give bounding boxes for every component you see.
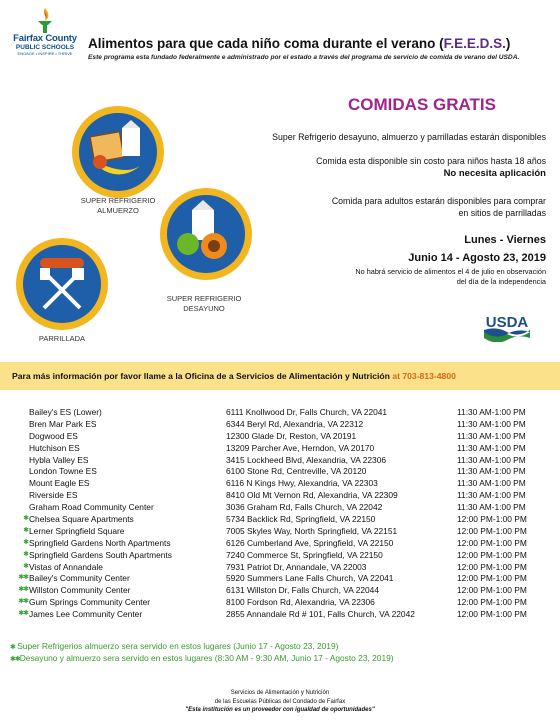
holiday-note-1: No habrá servicio de alimentos el 4 de julio en observación xyxy=(355,267,546,276)
site-time: 12:00 PM-1:00 PM xyxy=(457,514,527,525)
site-name: Hybla Valley ES xyxy=(29,454,89,465)
site-address: 3036 Graham Rd, Falls Church, VA 22042 xyxy=(226,502,383,513)
table-row xyxy=(0,478,560,490)
table-row xyxy=(0,443,560,455)
site-name: Bren Mar Park ES xyxy=(29,418,97,429)
table-row xyxy=(0,502,560,514)
site-time: 12:00 PM-1:00 PM xyxy=(457,537,527,548)
site-address: 5734 Backlick Rd, Springfield, VA 22150 xyxy=(226,514,376,525)
site-name: Hutchison ES xyxy=(29,442,80,453)
site-name: Chelsea Square Apartments xyxy=(29,514,134,525)
promo-line-1: Super Refrigerio desayuno, almuerzo y parrilladas estarán disponibles xyxy=(272,132,546,142)
site-time: 12:00 PM-1:00 PM xyxy=(457,597,527,608)
site-time: 12:00 PM-1:00 PM xyxy=(457,525,527,536)
site-name: Mount Eagle ES xyxy=(29,478,90,489)
site-time: 11:30 AM-1:00 PM xyxy=(457,430,526,441)
table-row xyxy=(0,407,560,419)
promo-line-2: Comida esta disponible sin costo para niños hasta 18 años xyxy=(316,156,546,166)
site-name: Lerner Springfield Square xyxy=(29,525,125,536)
single-star-icon: ✱ xyxy=(10,644,15,651)
site-address: 7005 Skyles Way, North Springfield, VA 22151 xyxy=(226,525,398,536)
sites-table xyxy=(0,407,560,621)
site-name: Bailey's ES (Lower) xyxy=(29,407,102,417)
footer-line-3: "Esta institución es un proveedor con igualdad de oportunidades" xyxy=(185,707,375,713)
site-address: 6111 Knollwood Dr, Falls Church, VA 22041 xyxy=(226,407,388,417)
site-address: 8100 Fordson Rd, Alexandria, VA 22306 xyxy=(226,597,375,608)
row-mark-icon: ✱✱ xyxy=(18,598,28,606)
service-days: Lunes - Viernes xyxy=(464,234,546,246)
row-mark-icon: ✱ xyxy=(23,538,28,546)
breakfast-label-line2: DESAYUNO xyxy=(183,304,225,313)
breakfast-note xyxy=(10,653,394,663)
table-row xyxy=(0,455,560,467)
site-address: 12300 Glade Dr, Reston, VA 20191 xyxy=(226,430,357,441)
site-time: 11:30 AM-1:00 PM xyxy=(457,490,526,501)
table-row xyxy=(0,514,560,526)
page-subtitle: Este programa esta fundado federalmente e administrado por el estado a través del programa de servicio de comida de verano del USDA. xyxy=(88,54,520,61)
table-row xyxy=(0,597,560,609)
table-row xyxy=(0,526,560,538)
row-mark-icon: ✱✱ xyxy=(18,586,28,594)
banner-at: at xyxy=(392,371,403,381)
grill-label: PARRILLADA xyxy=(38,334,86,343)
site-address: 6100 Stone Rd, Centreville, VA 20120 xyxy=(226,466,367,477)
site-time: 12:00 PM-1:00 PM xyxy=(457,573,527,584)
row-mark-icon: ✱ xyxy=(23,526,28,534)
table-row xyxy=(0,490,560,502)
site-time: 11:30 AM-1:00 PM xyxy=(457,466,526,477)
site-time: 12:00 PM-1:00 PM xyxy=(457,609,527,620)
table-row xyxy=(0,419,560,431)
table-row xyxy=(0,550,560,562)
table-row xyxy=(0,609,560,621)
breakfast-note-text: Desayuno y almuerzo sera servido en estos lugares (8:30 AM - 9:30 AM, Junio 17 - Agosto 23, 2019) xyxy=(19,653,394,663)
site-name: James Lee Community Center xyxy=(29,609,143,620)
site-name: Graham Road Community Center xyxy=(29,502,154,513)
row-mark-icon: ✱✱ xyxy=(18,574,28,582)
site-time: 11:30 AM-1:00 PM xyxy=(457,418,526,429)
lunch-label-line2: ALMUERZO xyxy=(97,206,139,215)
site-name: Vistas of Annandale xyxy=(29,561,103,572)
site-name: Gum Springs Community Center xyxy=(29,597,151,608)
site-address: 6126 Cumberland Ave, Springfield, VA 22150 xyxy=(226,537,394,548)
lunch-label xyxy=(58,196,178,216)
double-star-icon: ✱✱ xyxy=(10,656,20,663)
site-address: 3415 Lockheed Blvd, Alexandria, VA 22306 xyxy=(226,454,387,465)
site-address: 8410 Old Mt Vernon Rd, Alexandria, VA 22309 xyxy=(226,490,398,501)
fcps-logo xyxy=(6,6,84,66)
lunch-label-line1: SUPER REFRIGERIO xyxy=(80,196,156,205)
grill-circle-icon xyxy=(14,236,110,332)
site-time: 12:00 PM-1:00 PM xyxy=(457,549,527,560)
banner-text: Para más información por favor llame a la Oficina de a Servicios de Alimentación y Nutrición xyxy=(12,371,393,381)
footer xyxy=(0,689,560,715)
table-row xyxy=(0,466,560,478)
breakfast-label xyxy=(144,294,264,314)
site-name: Bailey's Community Center xyxy=(29,573,130,584)
meal-circles xyxy=(0,84,260,354)
logo-name: Fairfax County xyxy=(13,33,77,44)
site-address: 7931 Patriot Dr, Annandale, VA 22003 xyxy=(226,561,367,572)
row-mark-icon: ✱ xyxy=(23,515,28,523)
lunch-circle-icon xyxy=(70,104,166,200)
site-name: London Towne ES xyxy=(29,466,97,477)
title-main: Alimentos para que cada niño coma durante el verano ( xyxy=(88,36,444,51)
logo-tagline: ENGAGE • INSPIRE • THRIVE xyxy=(17,51,73,56)
site-address: 5920 Summers Lane Falls Church, VA 22041 xyxy=(226,573,394,584)
title-close: ) xyxy=(505,36,511,51)
footer-line-1: Servicios de Alimentación y Nutrición xyxy=(230,690,330,696)
promo-line-4: Comida para adultos estarán disponibles para comprar xyxy=(331,196,546,206)
site-time: 12:00 PM-1:00 PM xyxy=(457,561,527,572)
site-time: 11:30 AM-1:00 PM xyxy=(457,454,526,465)
site-name: Springfield Gardens North Apartments xyxy=(29,537,171,548)
site-address: 7240 Commerce St, Springfield, VA 22150 xyxy=(226,549,383,560)
site-time: 11:30 AM-1:00 PM xyxy=(457,478,526,489)
site-name: Willston Community Center xyxy=(29,585,131,596)
site-address: 6344 Beryl Rd, Alexandria, VA 22312 xyxy=(226,418,364,429)
site-time: 11:30 AM-1:00 PM xyxy=(457,442,526,453)
site-name: Riverside ES xyxy=(29,490,78,501)
usda-text: USDA xyxy=(485,314,529,331)
promo-line-5: en sitios de parrilladas xyxy=(458,208,546,218)
headline-free-meals: COMIDAS GRATIS xyxy=(348,95,496,114)
row-mark-icon: ✱ xyxy=(23,550,28,558)
header xyxy=(0,0,560,72)
site-name: Springfield Gardens South Apartments xyxy=(29,549,172,560)
title-feeds: F.E.E.D.S. xyxy=(443,36,506,51)
site-time: 12:00 PM-1:00 PM xyxy=(457,585,527,596)
table-row xyxy=(0,562,560,574)
site-address: 6131 Willston Dr, Falls Church, VA 22044 xyxy=(226,585,379,596)
page-title xyxy=(88,36,510,51)
info-banner-text xyxy=(12,371,456,381)
row-mark-icon: ✱ xyxy=(23,562,28,570)
lunch-note xyxy=(10,641,338,651)
site-time: 11:30 AM-1:00 PM xyxy=(457,502,526,513)
footer-line-2: de las Escuelas Públicas del Condado de Fairfax xyxy=(214,698,346,705)
site-address: 6116 N Kings Hwy, Alexandria, VA 22303 xyxy=(226,478,378,489)
service-dates: Junio 14 - Agosto 23, 2019 xyxy=(408,252,546,264)
table-row xyxy=(0,573,560,585)
lunch-note-text: Super Refrigerios almuerzo sera servido en estos lugares (Junio 17 - Agosto 23, 2019) xyxy=(14,641,339,651)
banner-phone[interactable]: 703-813-4800 xyxy=(402,371,456,381)
promo-line-3: No necesita aplicación xyxy=(443,168,546,179)
site-address: 13209 Parcher Ave, Herndon, VA 20170 xyxy=(226,442,375,453)
table-row xyxy=(0,585,560,597)
holiday-note-2: del día de la independencia xyxy=(456,277,546,286)
site-address: 2855 Annandale Rd # 101, Falls Church, VA 22042 xyxy=(226,609,415,620)
torch-icon xyxy=(31,6,59,34)
site-time: 11:30 AM-1:00 PM xyxy=(457,407,526,417)
usda-logo-icon xyxy=(482,310,532,342)
table-row xyxy=(0,431,560,443)
usda-logo xyxy=(482,310,532,347)
logo-sub: PUBLIC SCHOOLS xyxy=(15,44,75,51)
breakfast-label-line1: SUPER REFRIGERIO xyxy=(166,294,242,303)
site-name: Dogwood ES xyxy=(29,430,78,441)
row-mark-icon: ✱✱ xyxy=(18,610,28,618)
table-row xyxy=(0,538,560,550)
